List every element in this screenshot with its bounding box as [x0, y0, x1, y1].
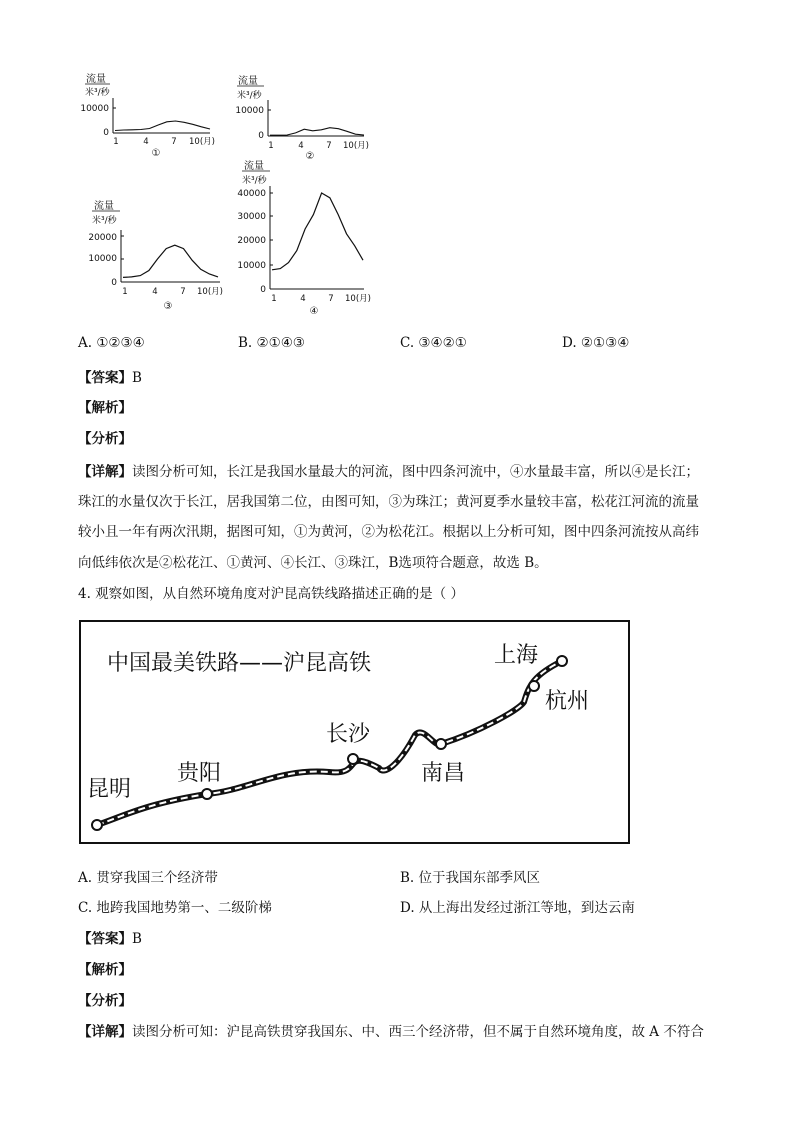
flow-curve-2: [270, 128, 364, 136]
y-unit-top: 流量: [86, 74, 106, 85]
q4-answer: [78, 927, 142, 947]
x-tick-label: 4: [298, 141, 304, 151]
q3-detail-line-1: [78, 460, 699, 480]
answer-value: B: [132, 370, 142, 386]
y-tick-label: 10000: [235, 106, 264, 116]
chart-number: ②: [305, 151, 315, 162]
city-label-kunming: 昆明: [87, 777, 132, 802]
flow-curve-4: [272, 193, 363, 270]
flow-chart-3: [80, 196, 230, 316]
y-tick-label: 0: [103, 128, 109, 138]
x-tick-label: 7: [326, 141, 332, 151]
station-changsha: [348, 754, 358, 764]
y-tick-label: 40000: [237, 189, 266, 199]
map-title: 中国最美铁路——沪昆高铁: [107, 651, 372, 676]
x-tick-label: 1: [122, 287, 128, 297]
q3-option-c[interactable]: C. ③④②①: [400, 335, 467, 351]
y-unit-bottom: 米³/秒: [92, 216, 117, 226]
q4-option-b[interactable]: B. 位于我国东部季风区: [400, 870, 541, 886]
y-tick-label: 10000: [80, 104, 109, 114]
station-kunming: [92, 820, 102, 830]
y-tick-label: 30000: [237, 212, 266, 222]
q4-option-a[interactable]: A. 贯穿我国三个经济带: [78, 870, 218, 886]
x-tick-label: 4: [143, 137, 149, 147]
y-tick-label: 0: [260, 285, 266, 295]
q4-detail-line-1: [78, 1020, 704, 1040]
answer-value: B: [132, 931, 142, 947]
chart-number: ④: [309, 306, 319, 317]
detail-text: 读图分析可知，长江是我国水量最大的河流，图中四条河流中，④水量最丰富，所以④是长江；: [132, 464, 699, 480]
x-tick-label: 4: [152, 287, 158, 297]
x-tick-label: 1: [268, 141, 274, 151]
detail-text: 读图分析可知：沪昆高铁贯穿我国东、中、西三个经济带，但不属于自然环境角度，故 A 不符合: [132, 1024, 704, 1040]
station-shanghai: [557, 656, 567, 666]
y-unit-bottom: 米³/秒: [85, 88, 110, 98]
x-tick-label: 1: [113, 137, 119, 147]
flow-chart-2: [232, 72, 382, 162]
y-unit-bottom: 米³/秒: [237, 91, 262, 101]
y-unit-top: 流量: [94, 201, 114, 212]
answer-tag: 【答案】: [78, 931, 132, 947]
detail-tag: 【详解】: [78, 1024, 132, 1040]
q3-detail-line-2: 珠江的水量仅次于长江，居我国第二位，由图可知，③为珠江；黄河夏季水量较丰富，松花江河流的流量: [78, 494, 699, 510]
flow-curve-1: [115, 121, 210, 131]
x-tick-label: 7: [180, 287, 186, 297]
city-label-guiyang: 贵阳: [177, 761, 222, 786]
q3-answer: [78, 366, 142, 386]
q3-option-d[interactable]: D. ②①③④: [562, 335, 630, 351]
flow-chart-4: [232, 156, 382, 320]
q3-option-b[interactable]: B. ②①④③: [238, 335, 305, 351]
y-tick-label: 10000: [88, 254, 117, 264]
x-tick-label: 10(月): [345, 294, 371, 304]
x-tick-label: 10(月): [189, 137, 215, 147]
x-tick-label: 1: [271, 294, 277, 304]
y-unit-top: 流量: [238, 76, 258, 87]
flow-curve-3: [123, 245, 218, 277]
y-tick-label: 20000: [88, 233, 117, 243]
x-tick-label: 4: [300, 294, 306, 304]
x-tick-label: 7: [328, 294, 334, 304]
q4-stem: 4. 观察如图，从自然环境角度对沪昆高铁线路描述正确的是（ ）: [78, 586, 464, 602]
station-nanchang: [436, 739, 446, 749]
q3-analysis-tag: 【解析】: [78, 400, 132, 416]
x-tick-label: 10(月): [343, 141, 369, 151]
q3-fenxi-tag: 【分析】: [78, 431, 132, 447]
city-label-nanchang: 南昌: [421, 761, 466, 786]
answer-tag: 【答案】: [78, 370, 132, 386]
city-label-changsha: 长沙: [326, 722, 371, 747]
chart-number: ③: [163, 301, 173, 312]
detail-tag: 【详解】: [78, 464, 132, 480]
flow-chart-1: [80, 70, 230, 160]
y-unit-bottom: 米³/秒: [242, 176, 267, 186]
city-label-hangzhou: 杭州: [545, 689, 590, 714]
x-tick-label: 10(月): [197, 287, 223, 297]
q4-analysis-tag: 【解析】: [78, 962, 132, 978]
city-label-shanghai: 上海: [494, 643, 539, 668]
q3-detail-line-4: 向低纬依次是②松花江、①黄河、④长江、③珠江，B选项符合题意，故选 B。: [78, 555, 548, 571]
y-tick-label: 0: [258, 131, 264, 141]
station-guiyang: [202, 789, 212, 799]
chart-number: ①: [151, 148, 161, 159]
q4-option-d[interactable]: D. 从上海出发经过浙江等地，到达云南: [400, 900, 635, 916]
y-tick-label: 0: [111, 278, 117, 288]
q3-detail-line-3: 较小且一年有两次汛期，据图可知，①为黄河，②为松花江。根据以上分析可知，图中四条河流按从高纬: [78, 524, 699, 540]
q3-option-a[interactable]: A. ①②③④: [78, 335, 145, 351]
station-hangzhou: [529, 681, 539, 691]
y-unit-top: 流量: [244, 161, 264, 172]
y-tick-label: 10000: [237, 261, 266, 271]
q4-fenxi-tag: 【分析】: [78, 993, 132, 1009]
x-tick-label: 7: [171, 137, 177, 147]
y-tick-label: 20000: [237, 236, 266, 246]
railway-map: [79, 620, 631, 846]
q4-option-c[interactable]: C. 地跨我国地势第一、二级阶梯: [78, 900, 272, 916]
